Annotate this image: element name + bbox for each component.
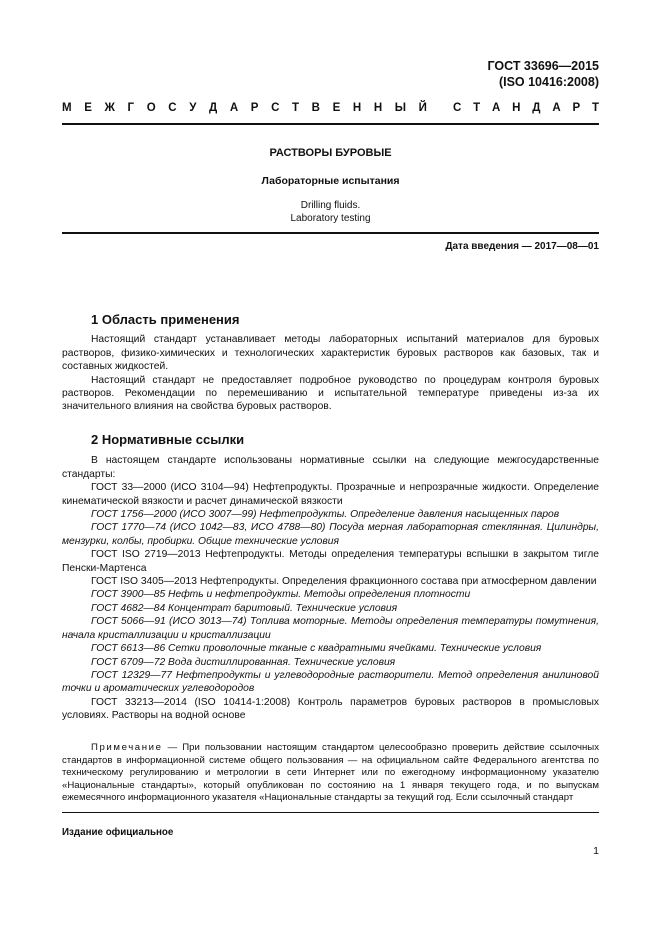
english-title [62, 199, 599, 225]
banner-letter: У [189, 102, 197, 114]
banner-letter: С [271, 102, 280, 114]
banner-letter: Е [332, 102, 341, 114]
references-intro: В настоящем стандарте использованы нормативные ссылки на следующие межгосударственные стандарты: [62, 455, 599, 480]
reference-item: ГОСТ ISO 3405—2013 Нефтепродукты. Определения фракционного состава при атмосферном давлении [91, 576, 597, 588]
document-code [487, 58, 599, 90]
reference-item: ГОСТ 4682—84 Концентрат баритовый. Технические условия [91, 602, 398, 614]
official-edition-label: Издание официальное [62, 827, 174, 838]
page-number: 1 [593, 845, 599, 857]
banner-letter: А [492, 102, 501, 114]
banner-letter: О [146, 102, 156, 114]
banner-letter: Т [591, 102, 599, 114]
banner-word-1 [62, 102, 427, 114]
document-title: РАСТВОРЫ БУРОВЫЕ [269, 147, 392, 159]
banner-letter: Д [532, 102, 541, 114]
banner-letter: Г [127, 102, 135, 114]
banner-letter: А [229, 102, 239, 114]
reference-item: ГОСТ 1770—74 (ИСО 1042—83, ИСО 4788—80) Посуда мерная лабораторная стеклянная. Цилиндры, мензурки, колбы, пробирки. Общие технические условия [62, 522, 599, 547]
banner-letter: Н [373, 102, 383, 114]
document-subtitle: Лабораторные испытания [261, 175, 400, 187]
banner-letter: Ж [104, 102, 115, 114]
reference-item: ГОСТ 1756—2000 (ИСО 3007—99) Нефтепродукты. Определение давления насыщенных паров [91, 509, 560, 521]
iso-number: (ISO 10416:2008) [498, 75, 599, 89]
banner-letter: Д [209, 102, 218, 114]
note-text: — При пользовании настоящим стандартом целесообразно проверить действие ссылочных стандартов в информационной системе общего пользования — на официальном сайте Федерального агентства по техническому регулированию и метрологии в сети Интернет или по ежегодному информационному указателю «Национальные стандарты», который опубликован по состоянию на 1 января текущего года, и по выпускам ежемесячного информационного указателя «Национальные стандарты за текущий год. Если ссылочный стандарт [62, 742, 599, 804]
scope-paragraph-2: Настоящий стандарт не предоставляет подробное руководство по процедурам контроля буровых растворов. Рекомендации по перемешиванию и испытательной температуре приведены из-за их значительного влияния на свойства буровых растворов. [62, 374, 599, 413]
note-block [62, 742, 599, 805]
banner-letter: Й [418, 102, 427, 114]
banner-letter: Н [512, 102, 521, 114]
banner-letter: С [168, 102, 177, 114]
banner-letter: В [311, 102, 320, 114]
banner-letter: Е [84, 102, 92, 114]
reference-item: ГОСТ 3900—85 Нефть и нефтепродукты. Методы определения плотности [91, 589, 471, 601]
scope-paragraph-1: Настоящий стандарт устанавливает методы лабораторных испытаний материалов для буровых растворов, физико-химических и технологических характеристик буровых растворов как базовых, так и составных жидкостей. [62, 334, 599, 373]
introduction-date: Дата введения — 2017—08—01 [445, 241, 599, 252]
english-title-line1: Drilling fluids. [300, 200, 361, 211]
reference-item: ГОСТ 6613—86 Сетки проволочные тканые с квадратными ячейками. Технические условия [91, 643, 542, 655]
footer-rule [62, 812, 599, 813]
note-label: Примечание [91, 742, 163, 753]
banner-word-2 [453, 102, 599, 114]
english-title-line2: Laboratory testing [290, 213, 371, 224]
reference-item: ГОСТ 33—2000 (ИСО 3104—94) Нефтепродукты. Прозрачные и непрозрачные жидкости. Определение кинематической вязкости и расчет динамической вязкости [62, 482, 599, 507]
banner-letter: Р [572, 102, 581, 114]
section-references [62, 433, 599, 723]
section-1-heading: 1 Область применения [91, 312, 240, 327]
title-rule [62, 232, 599, 234]
banner-letter: Ы [394, 102, 407, 114]
banner-letter: Т [473, 102, 481, 114]
header-rule [62, 123, 599, 125]
banner-letter: Н [352, 102, 362, 114]
banner-letter: Т [292, 102, 300, 114]
section-scope [62, 313, 599, 414]
banner-letter: Р [250, 102, 259, 114]
standard-number: ГОСТ 33696—2015 [487, 59, 599, 73]
banner-letter: М [62, 102, 72, 114]
reference-item: ГОСТ 33213—2014 (ISO 10414-1:2008) Контроль параметров буровых растворов в промысловых условиях. Растворы на водной основе [62, 696, 599, 722]
banner-letter: А [552, 102, 561, 114]
banner-letter: С [453, 102, 462, 114]
reference-item: ГОСТ ISO 2719—2013 Нефтепродукты. Методы определения температуры вспышки в закрытом тигле Пенски-Мартенса [62, 549, 599, 574]
section-2-heading: 2 Нормативные ссылки [91, 432, 245, 447]
reference-item: ГОСТ 6709—72 Вода дистиллированная. Технические условия [91, 656, 396, 668]
reference-list [62, 481, 599, 722]
interstate-standard-banner [62, 102, 599, 114]
reference-item: ГОСТ 12329—77 Нефтепродукты и углеводородные растворители. Метод определения анилиновой точки и ароматических углеводородов [62, 669, 599, 695]
reference-item: ГОСТ 5066—91 (ИСО 3013—74) Топлива моторные. Методы определения температуры помутнения, начала кристаллизации и кристаллизации [62, 616, 599, 641]
